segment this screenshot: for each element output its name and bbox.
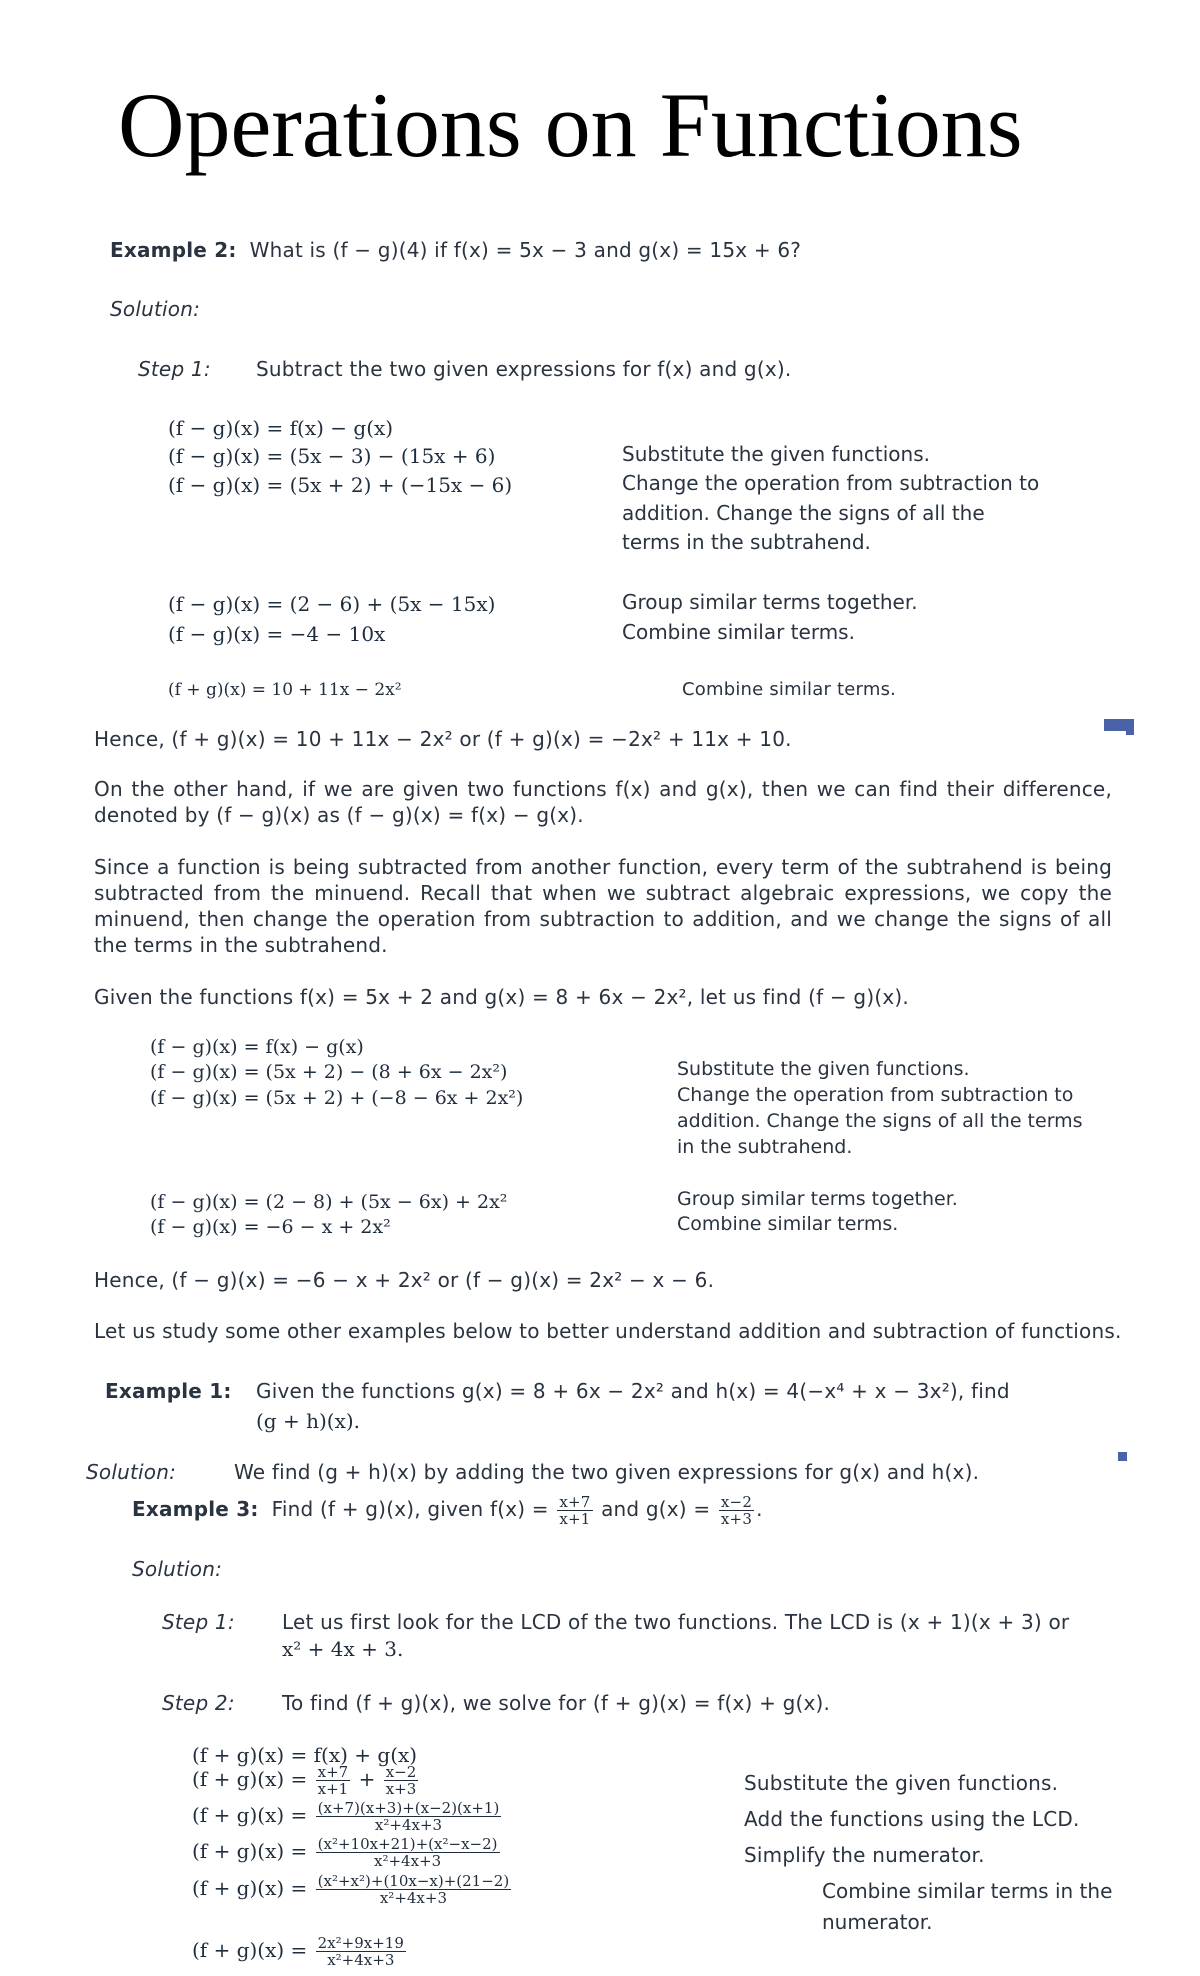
equation-line: (f − g)(x) = f(x) − g(x) bbox=[150, 1036, 364, 1058]
step-note: Combine similar terms in the numerator. bbox=[822, 1879, 1113, 1934]
step-2-label: Step 2: bbox=[162, 1691, 235, 1715]
denominator: x+1 bbox=[317, 1780, 349, 1798]
equation-lhs: (f + g)(x) = bbox=[192, 1938, 308, 1962]
denominator: x²+4x+3 bbox=[374, 1816, 443, 1834]
equation-line: (f + g)(x) = 10 + 11x − 2x² bbox=[168, 680, 402, 700]
fraction bbox=[316, 1800, 502, 1833]
example-1-text: (g + h)(x). bbox=[256, 1409, 361, 1433]
example-1-label: Example 1: bbox=[105, 1379, 232, 1403]
solution-label: Solution: bbox=[110, 297, 201, 321]
example-2-text: What is (f − g)(4) if f(x) = 5x − 3 and g(x) = 15x + 6? bbox=[249, 238, 802, 262]
question-text: Find (f + g)(x), given f(x) = bbox=[271, 1497, 549, 1521]
fraction bbox=[719, 1494, 754, 1527]
numerator: x+7 bbox=[559, 1493, 591, 1511]
step-note: Combine similar terms. bbox=[682, 679, 897, 700]
equation-lhs: (f + g)(x) = bbox=[192, 1803, 308, 1827]
fraction bbox=[384, 1764, 419, 1797]
step-note: Change the operation from subtraction to addition. Change the signs of all the terms in the subtrahend. bbox=[677, 1084, 1083, 1158]
hence-statement: Hence, (f − g)(x) = −6 − x + 2x² or (f − g)(x) = 2x² − x − 6. bbox=[94, 1268, 715, 1292]
fraction bbox=[557, 1494, 592, 1527]
question-text: and g(x) = bbox=[601, 1497, 711, 1521]
step-1-text: Let us first look for the LCD of the two functions. The LCD is (x + 1)(x + 3) or bbox=[282, 1610, 1070, 1634]
equation-line: (f − g)(x) = (2 − 8) + (5x − 6x) + 2x² bbox=[150, 1191, 508, 1213]
solution-label: Solution: bbox=[132, 1557, 223, 1581]
numerator: x−2 bbox=[385, 1763, 417, 1781]
equation-line: (f − g)(x) = −4 − 10x bbox=[168, 622, 386, 646]
hence-statement: Hence, (f + g)(x) = 10 + 11x − 2x² or (f + g)(x) = −2x² + 11x + 10. bbox=[94, 727, 792, 751]
step-note: Combine similar terms. bbox=[677, 1213, 899, 1235]
question-text: . bbox=[756, 1497, 763, 1521]
denominator: x²+4x+3 bbox=[327, 1951, 395, 1969]
step-1-label: Step 1: bbox=[162, 1610, 235, 1634]
step-note: Substitute the given functions. bbox=[622, 442, 930, 466]
equation-line: (f − g)(x) = −6 − x + 2x² bbox=[150, 1216, 391, 1238]
numerator: x−2 bbox=[720, 1493, 753, 1511]
equation-line bbox=[192, 1873, 513, 1906]
numerator: x+7 bbox=[317, 1763, 349, 1781]
denominator: x+1 bbox=[559, 1510, 591, 1528]
fraction bbox=[316, 1935, 406, 1968]
example-3-label: Example 3: bbox=[132, 1497, 259, 1521]
equation-line: (f − g)(x) = (5x + 2) + (−15x − 6) bbox=[168, 473, 513, 497]
paragraph: On the other hand, if we are given two functions f(x) and g(x), then we can find their difference, denoted by (f − g)(x) as (f − g)(x) = f(x) − g(x). bbox=[94, 777, 1112, 827]
denominator: x²+4x+3 bbox=[374, 1852, 442, 1870]
numerator: (x²+10x+21)+(x²−x−2) bbox=[317, 1835, 498, 1853]
step-note: Add the functions using the LCD. bbox=[744, 1807, 1080, 1831]
denominator: x+3 bbox=[385, 1780, 417, 1798]
equation-lhs: (f + g)(x) = bbox=[192, 1839, 308, 1863]
step-1-label: Step 1: bbox=[138, 357, 211, 381]
fraction bbox=[316, 1873, 512, 1906]
step-note: Substitute the given functions. bbox=[744, 1771, 1059, 1795]
example-2-question bbox=[110, 238, 801, 262]
solution-text: We find (g + h)(x) by adding the two given expressions for g(x) and h(x). bbox=[234, 1460, 980, 1484]
step-note: Simplify the numerator. bbox=[744, 1843, 985, 1867]
marker-icon bbox=[1118, 1452, 1127, 1461]
equation-line bbox=[192, 1764, 420, 1797]
corner-marker-icon bbox=[1126, 719, 1134, 735]
paragraph: Let us study some other examples below to better understand addition and subtraction of functions. bbox=[94, 1319, 1122, 1343]
equation-lhs: (f + g)(x) = bbox=[192, 1767, 308, 1791]
page-title: Operations on Functions bbox=[118, 74, 1023, 176]
step-1-text: x² + 4x + 3. bbox=[282, 1637, 404, 1661]
example-2-label: Example 2: bbox=[110, 238, 237, 262]
numerator: (x²+x²)+(10x−x)+(21−2) bbox=[317, 1872, 510, 1890]
step-note: Combine similar terms. bbox=[622, 620, 855, 644]
equation-line bbox=[192, 1800, 503, 1833]
example-1-text: Given the functions g(x) = 8 + 6x − 2x² and h(x) = 4(−x⁴ + x − 3x²), find bbox=[256, 1379, 1010, 1403]
step-note: Group similar terms together. bbox=[622, 590, 918, 614]
equation-lhs: (f + g)(x) = bbox=[192, 1743, 308, 1767]
equation-line: (f − g)(x) = (5x + 2) + (−8 − 6x + 2x²) bbox=[150, 1087, 524, 1109]
step-note: Change the operation from subtraction to addition. Change the signs of all the terms in the subtrahend. bbox=[622, 471, 1040, 554]
solution-label: Solution: bbox=[86, 1460, 177, 1484]
step-2-text: To find (f + g)(x), we solve for (f + g)(x) = f(x) + g(x). bbox=[282, 1691, 831, 1715]
step-note: Substitute the given functions. bbox=[677, 1058, 970, 1080]
numerator: 2x²+9x+19 bbox=[317, 1934, 404, 1952]
paragraph: Since a function is being subtracted from another function, every term of the subtrahend is being subtracted from the minuend. Recall that when we subtract algebraic expressions, we copy the minuend, then change the operation from subtraction to addition, and we change the signs of all the terms in the subtrahend. bbox=[94, 855, 1112, 957]
equation-line: (f − g)(x) = f(x) − g(x) bbox=[168, 416, 394, 440]
fraction bbox=[316, 1836, 500, 1869]
step-1-text: Subtract the two given expressions for f(x) and g(x). bbox=[256, 357, 792, 381]
numerator: (x+7)(x+3)+(x−2)(x+1) bbox=[317, 1799, 500, 1817]
denominator: x+3 bbox=[720, 1510, 753, 1528]
equation-line: (f − g)(x) = (2 − 6) + (5x − 15x) bbox=[168, 592, 496, 616]
equation-line bbox=[192, 1836, 502, 1869]
equation-line: (f − g)(x) = (5x − 3) − (15x + 6) bbox=[168, 444, 496, 468]
equation-rhs: f(x) + g(x) bbox=[313, 1743, 418, 1767]
step-note: Group similar terms together. bbox=[677, 1188, 958, 1210]
example-3-question bbox=[132, 1494, 763, 1527]
given-statement: Given the functions f(x) = 5x + 2 and g(x) = 8 + 6x − 2x², let us find (f − g)(x). bbox=[94, 985, 909, 1009]
equation-line bbox=[192, 1935, 408, 1968]
plus-sign: + bbox=[358, 1767, 376, 1791]
fraction bbox=[316, 1764, 351, 1797]
denominator: x²+4x+3 bbox=[379, 1889, 447, 1907]
equation-line: (f − g)(x) = (5x + 2) − (8 + 6x − 2x²) bbox=[150, 1061, 508, 1083]
equation-lhs: (f + g)(x) = bbox=[192, 1876, 308, 1900]
